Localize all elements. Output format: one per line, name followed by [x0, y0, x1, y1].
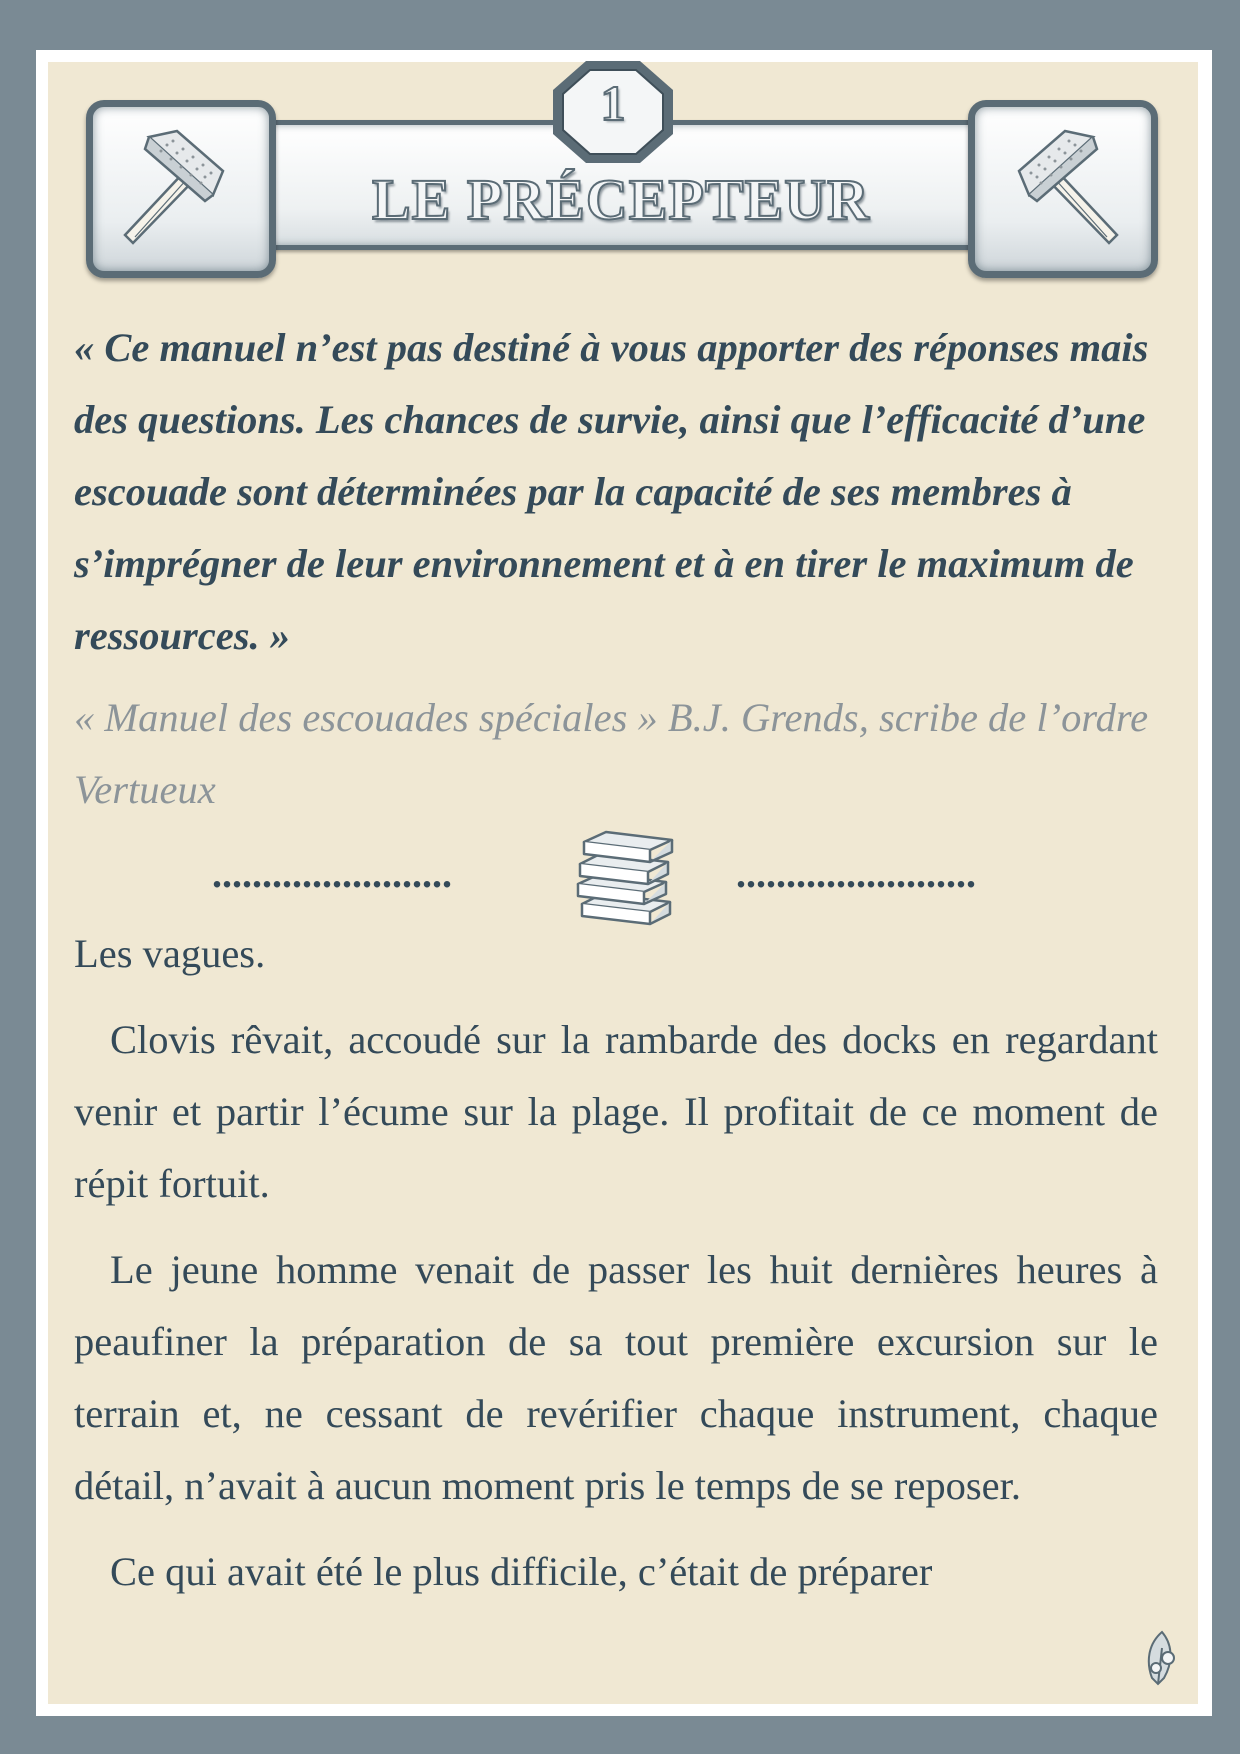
chapter-title: LE PRÉCEPTEUR: [371, 167, 870, 232]
body-paragraph: Clovis rêvait, accoudé sur la rambarde des docks en regardant venir et partir l’écume sur la plage. Il profitait de ce moment de répit fortuit.: [74, 1017, 1158, 1206]
hammer-icon: [987, 115, 1137, 255]
divider-dots-left: ........................: [212, 851, 452, 896]
quill-logo-icon: [1138, 1628, 1186, 1688]
section-heading: Les vagues.: [74, 931, 266, 976]
epigraph-quote: « Ce manuel n’est pas destiné à vous apporter des réponses mais des questions. Les chances de survie, ainsi que l’efficacité d’une escouade sont déterminées par la capacité de ses membres à s’imprégner de leur environnement et à en tirer le maximum de ressources. »: [74, 325, 1149, 658]
chapter-number-badge: [550, 58, 676, 166]
section-divider: [0, 820, 1240, 932]
hammer-icon: [105, 115, 255, 255]
hammer-box-right: [968, 100, 1158, 278]
body-paragraph: Le jeune homme venait de passer les huit dernières heures à peaufiner la préparation de sa tout première excursion sur le terrain et, ne cessant de revérifier chaque instrument, chaque détail, n’avait à aucun moment pris le temps de se reposer.: [74, 1247, 1158, 1508]
chapter-body: [74, 918, 1158, 1608]
divider-dots-right: ........................: [736, 851, 976, 896]
epigraph-source: « Manuel des escouades spéciales » B.J. Grends, scribe de l’ordre Vertueux: [74, 695, 1149, 812]
hammer-box-left: [86, 100, 276, 278]
books-icon: [560, 820, 680, 932]
chapter-number: 1: [600, 75, 626, 131]
body-paragraph-continued: Ce qui avait été le plus difficile, c’était de préparer: [110, 1549, 933, 1594]
chapter-header: [86, 58, 1156, 276]
